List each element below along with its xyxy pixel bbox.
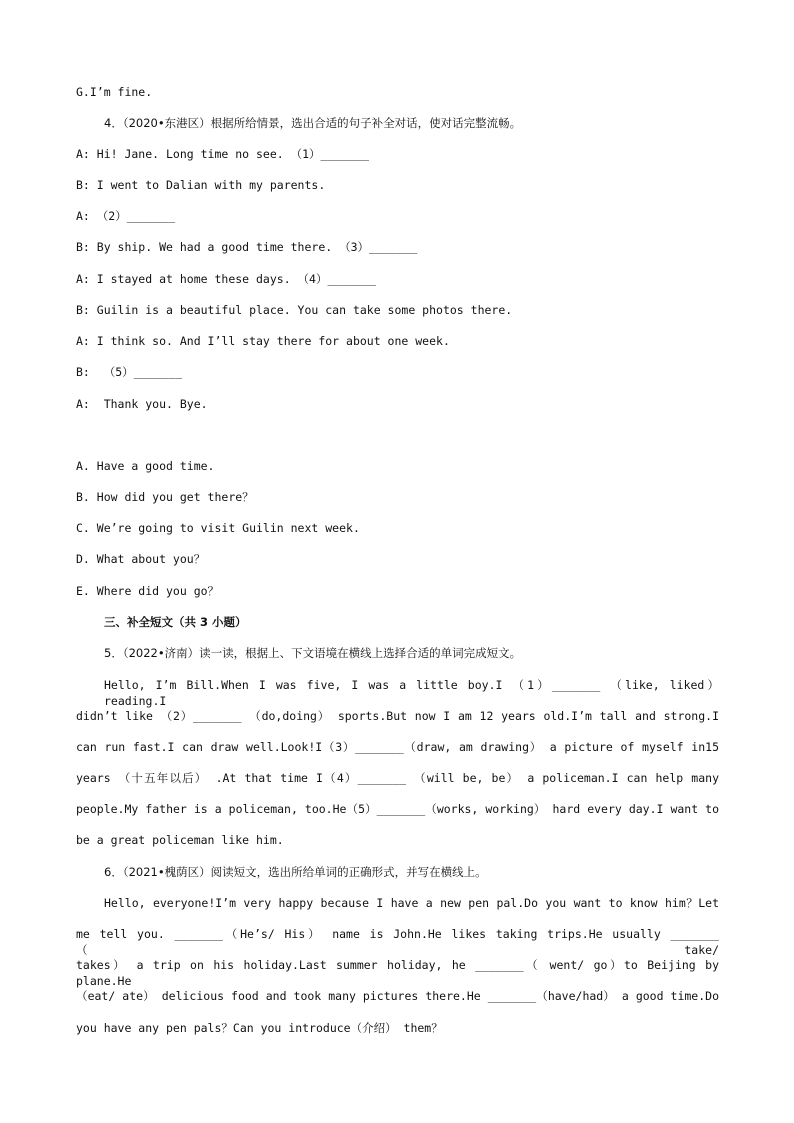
q5-passage-line-2: didn’t like （2）_______ （do,doing） sports.But now I am 12 years old.I’m tall and strong.I	[76, 709, 719, 723]
q4-dialog-line-5: A: I stayed at home these days. （4）_______	[76, 272, 376, 286]
section-3-heading: 三、补全短文（共 3 小题）	[104, 615, 247, 629]
q4-option-c: C. We’re going to visit Guilin next week.	[76, 521, 360, 535]
q6-passage-line-1: Hello, everyone!I’m very happy because I have a new pen pal.Do you want to know him？Let	[104, 896, 719, 910]
q4-option-a: A. Have a good time.	[76, 459, 215, 473]
q4-option-e: E. Where did you go？	[76, 584, 220, 598]
q4-dialog-line-9: A: Thank you. Bye.	[76, 397, 208, 411]
q6-stem: 6．（2021•槐荫区）阅读短文，选出所给单词的正确形式，并写在横线上。	[104, 865, 487, 879]
q4-dialog-line-2: B: I went to Dalian with my parents.	[76, 178, 326, 192]
q6-passage-line-3: takes） a trip on his holiday.Last summer holiday, he _______（ went/ go）to Beijing by plane.He	[76, 958, 719, 988]
q4-dialog-line-7: A: I think so. And I’ll stay there for about one week.	[76, 334, 450, 348]
q5-passage-line-4: years （十五年以后） .At that time I（4）_______ （will be, be） a policeman.I can help many	[76, 771, 719, 785]
q6-passage-line-5: you have any pen pals？Can you introduce（介绍） them？	[76, 1021, 443, 1035]
q4-option-b: B. How did you get there？	[76, 490, 254, 504]
q4-option-d: D. What about you？	[76, 552, 206, 566]
q4-stem: 4．（2020•东港区）根据所给情景，选出合适的句子补全对话，使对话完整流畅。	[104, 116, 522, 130]
q5-passage-line-6: be a great policeman like him.	[76, 833, 284, 847]
q5-stem: 5．（2022•济南）读一读，根据上、下文语境在横线上选择合适的单词完成短文。	[104, 646, 522, 660]
q5-passage-line-3: can run fast.I can draw well.Look!I（3）_______（draw, am drawing） a picture of myself in15	[76, 740, 719, 754]
q5-passage-line-5: people.My father is a policeman, too.He（5）_______（works, working） hard every day.I want to	[76, 802, 719, 816]
q5-passage-line-1: Hello, I’m Bill.When I was five, I was a little boy.I （1）_______ （like, liked） reading.I	[104, 678, 719, 708]
q4-dialog-line-3: A: （2）_______	[76, 209, 176, 223]
q6-passage-line-4: （eat/ ate） delicious food and took many pictures there.He _______（have/had） a good time.Do	[76, 989, 719, 1003]
q4-dialog-line-4: B: By ship. We had a good time there. （3）_______	[76, 240, 418, 254]
q4-dialog-line-6: B: Guilin is a beautiful place. You can take some photos there.	[76, 303, 513, 317]
q4-dialog-line-1: A: Hi! Jane. Long time no see. （1）_______	[76, 147, 370, 161]
q4-dialog-line-8: B: （5）_______	[76, 365, 183, 379]
q3-option-g: G.I’m fine.	[76, 85, 153, 99]
q6-passage-line-2: me tell you. _______（He’s/ His） name is John.He likes taking trips.He usually _______（take/	[76, 927, 719, 957]
